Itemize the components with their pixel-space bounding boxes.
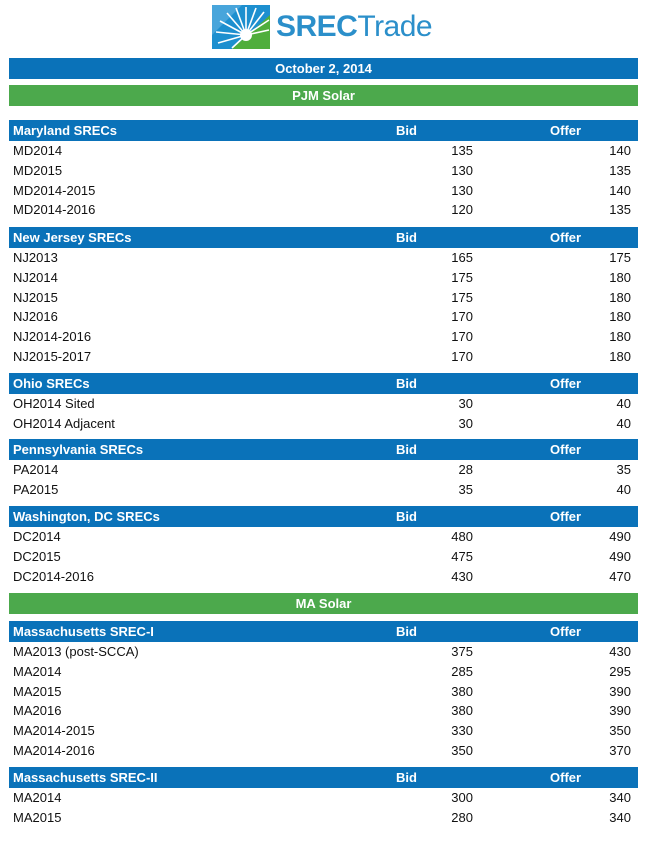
group-title: MA Solar [295, 596, 352, 611]
offer-value: 35 [616, 462, 631, 477]
section-pennsylvania-srecs [9, 439, 638, 500]
product-name: NJ2014-2016 [13, 329, 92, 345]
product-name: DC2014-2016 [13, 568, 94, 584]
bid-value: 130 [451, 182, 473, 198]
table-row [9, 567, 638, 587]
bid-value: 135 [451, 143, 473, 158]
product-name: MA2014-2016 [13, 742, 95, 758]
offer-column-header: Offer [550, 624, 582, 639]
bid-value: 30 [458, 396, 473, 411]
table-row [9, 788, 638, 808]
offer-value: 390 [609, 683, 631, 699]
product-name: MA2014 [13, 663, 62, 679]
logo-wordmark [276, 5, 432, 49]
section-washington-dc-srecs [9, 506, 638, 586]
section-title: New Jersey SRECs [13, 230, 132, 245]
offer-value: 180 [609, 309, 631, 325]
table-row [9, 248, 638, 268]
offer-value: 180 [609, 329, 631, 345]
offer-value: 180 [609, 348, 631, 364]
table-row [9, 181, 638, 201]
table-row [9, 394, 638, 414]
bid-value: 170 [451, 329, 473, 345]
offer-value: 490 [609, 548, 631, 564]
report-date: October 2, 2014 [275, 61, 372, 76]
table-row [9, 307, 638, 327]
bid-column-header: Bid [396, 509, 417, 524]
product-name: MA2015 [13, 683, 62, 699]
bid-value: 475 [451, 548, 473, 564]
section-title: Maryland SRECs [13, 123, 118, 138]
bid-value: 30 [458, 415, 473, 431]
offer-value: 370 [609, 742, 631, 758]
product-name: MA2014-2015 [13, 723, 95, 739]
product-name: MD2015 [13, 162, 63, 178]
bid-value: 480 [451, 529, 473, 544]
product-name: MA2013 (post-SCCA) [13, 644, 139, 659]
table-row [9, 741, 638, 761]
section-title: Pennsylvania SRECs [13, 442, 144, 457]
table-row [9, 161, 638, 181]
offer-value: 175 [609, 250, 631, 265]
product-name: PA2015 [13, 481, 59, 497]
offer-value: 180 [609, 289, 631, 305]
offer-value: 40 [616, 481, 631, 497]
offer-value: 140 [609, 182, 631, 198]
bid-value: 130 [451, 162, 473, 178]
bid-column-header: Bid [396, 442, 417, 457]
bid-value: 28 [458, 462, 473, 477]
section-header [9, 227, 638, 248]
table-row [9, 642, 638, 662]
product-name: MD2014 [13, 143, 63, 158]
bid-column-header: Bid [396, 376, 417, 391]
table-row [9, 547, 638, 567]
bid-value: 330 [451, 723, 473, 739]
offer-value: 340 [609, 809, 631, 825]
bid-column-header: Bid [396, 624, 417, 639]
offer-value: 40 [616, 396, 631, 411]
bid-value: 170 [451, 348, 473, 364]
bid-value: 285 [451, 663, 473, 679]
offer-value: 430 [609, 644, 631, 659]
bid-column-header: Bid [396, 230, 417, 245]
bid-value: 280 [451, 809, 473, 825]
product-name: NJ2014 [13, 269, 58, 285]
section-title: Massachusetts SREC-I [13, 624, 154, 639]
table-row [9, 347, 638, 367]
product-name: DC2015 [13, 548, 61, 564]
product-name: NJ2015 [13, 289, 58, 305]
product-name: OH2014 Adjacent [13, 415, 115, 431]
group-header-pjm-solar [9, 85, 638, 106]
offer-value: 180 [609, 269, 631, 285]
bid-value: 350 [451, 742, 473, 758]
offer-value: 390 [609, 703, 631, 719]
section-new-jersey-srecs [9, 227, 638, 367]
table-row [9, 527, 638, 547]
offer-column-header: Offer [550, 230, 582, 245]
table-row [9, 701, 638, 721]
section-header [9, 506, 638, 527]
table-row [9, 414, 638, 434]
table-row [9, 327, 638, 347]
bid-column-header: Bid [396, 123, 417, 138]
offer-value: 135 [609, 202, 631, 218]
product-name: MA2016 [13, 703, 62, 719]
offer-value: 135 [609, 162, 631, 178]
offer-column-header: Offer [550, 442, 582, 457]
bid-value: 170 [451, 309, 473, 325]
table-row [9, 288, 638, 308]
group-header-ma-solar [9, 593, 638, 614]
product-name: NJ2016 [13, 309, 58, 325]
bid-value: 35 [458, 481, 473, 497]
section-header [9, 767, 638, 788]
section-title: Washington, DC SRECs [13, 509, 160, 524]
offer-value: 470 [609, 568, 631, 584]
srectrade-logo [212, 5, 432, 49]
bid-value: 300 [451, 790, 473, 805]
offer-value: 350 [609, 723, 631, 739]
bid-value: 380 [451, 703, 473, 719]
product-name: MD2014-2015 [13, 182, 96, 198]
section-massachusetts-srec-i [9, 621, 638, 761]
logo-text-srec: SREC [276, 10, 358, 43]
offer-column-header: Offer [550, 376, 582, 391]
product-name: NJ2013 [13, 250, 58, 265]
offer-column-header: Offer [550, 770, 582, 785]
table-row [9, 480, 638, 500]
section-maryland-srecs [9, 120, 638, 220]
offer-value: 40 [616, 415, 631, 431]
product-name: MA2014 [13, 790, 62, 805]
section-header [9, 621, 638, 642]
product-name: DC2014 [13, 529, 61, 544]
section-ohio-srecs [9, 373, 638, 434]
offer-value: 340 [609, 790, 631, 805]
table-row [9, 268, 638, 288]
offer-value: 295 [609, 663, 631, 679]
section-massachusetts-srec-ii [9, 767, 638, 828]
product-name: OH2014 Sited [13, 396, 95, 411]
product-name: PA2014 [13, 462, 59, 477]
bid-value: 175 [451, 269, 473, 285]
table-row [9, 808, 638, 828]
offer-value: 490 [609, 529, 631, 544]
section-title: Massachusetts SREC-II [13, 770, 158, 785]
group-title: PJM Solar [292, 88, 355, 103]
sunburst-logo-icon [212, 5, 270, 49]
bid-column-header: Bid [396, 770, 417, 785]
offer-column-header: Offer [550, 123, 582, 138]
bid-value: 380 [451, 683, 473, 699]
table-row [9, 200, 638, 220]
section-title: Ohio SRECs [13, 376, 90, 391]
bid-value: 120 [451, 202, 473, 218]
table-row [9, 682, 638, 702]
product-name: NJ2015-2017 [13, 348, 92, 364]
logo-text-trade: Trade [357, 10, 433, 43]
table-row [9, 460, 638, 480]
bid-value: 430 [451, 568, 473, 584]
product-name: MA2015 [13, 809, 62, 825]
bid-value: 375 [451, 644, 473, 659]
bid-value: 165 [451, 250, 473, 265]
offer-column-header: Offer [550, 509, 582, 524]
table-row [9, 141, 638, 161]
table-row [9, 662, 638, 682]
section-header [9, 120, 638, 141]
product-name: MD2014-2016 [13, 202, 96, 218]
section-header [9, 439, 638, 460]
table-row [9, 721, 638, 741]
offer-value: 140 [609, 143, 631, 158]
date-bar [9, 58, 638, 79]
section-header [9, 373, 638, 394]
bid-value: 175 [451, 289, 473, 305]
